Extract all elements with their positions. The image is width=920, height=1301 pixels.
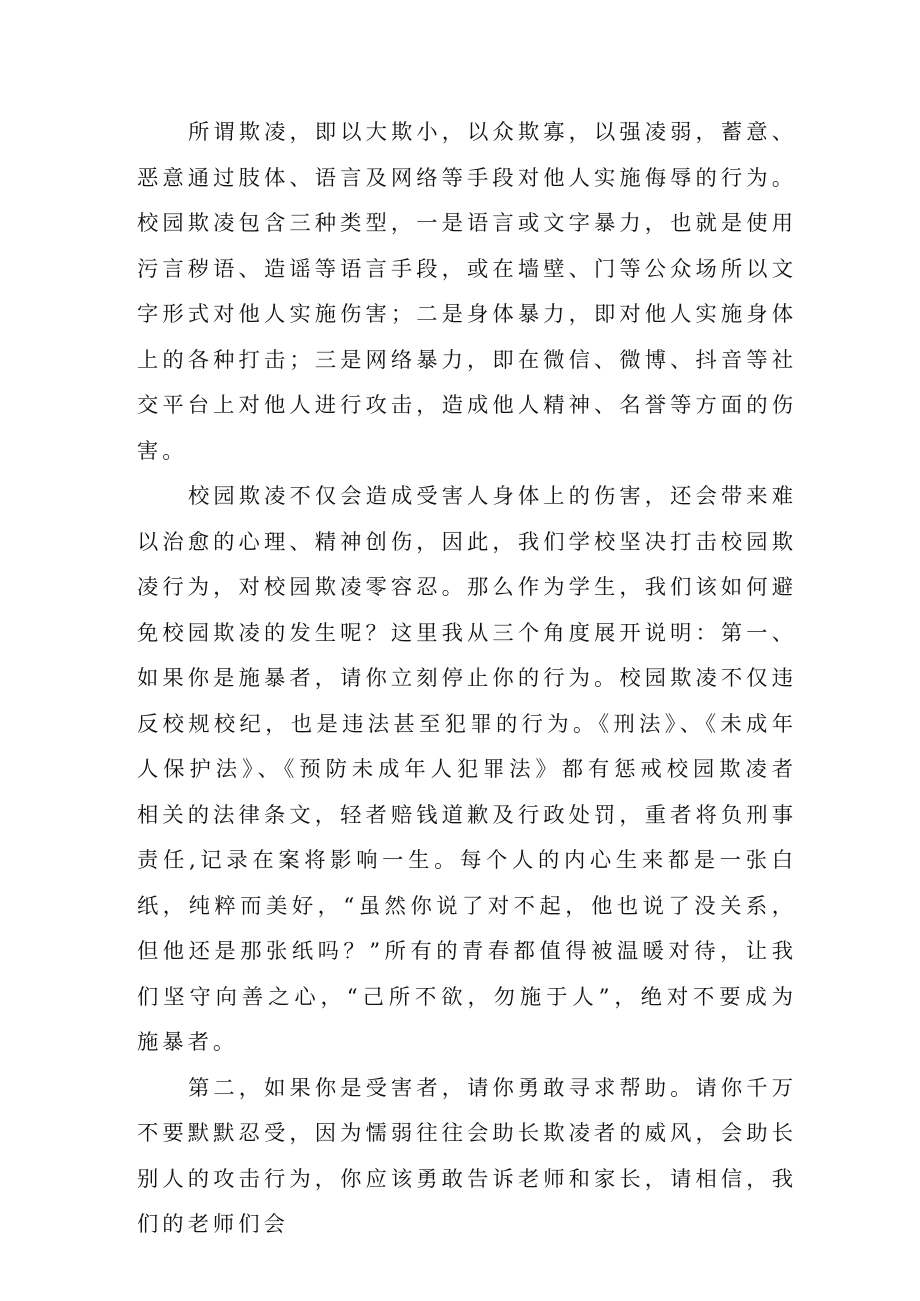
document-body bbox=[137, 110, 797, 1248]
paragraph-victim: 第二，如果你是受害者，请你勇敢寻求帮助。请你千万不要默默忍受，因为懦弱往往会助长欺凌者的威风，会助长别人的攻击行为，你应该勇敢告诉老师和家长，请相信，我们的老师们会 bbox=[137, 1075, 797, 1237]
paragraph-harm-and-perpetrator: 校园欺凌不仅会造成受害人身体上的伤害，还会带来难以治愈的心理、精神创伤，因此，我们学校坚决打击校园欺凌行为，对校园欺凌零容忍。那么作为学生，我们该如何避免校园欺凌的发生呢？这里我从三个角度展开说明：第一、如果你是施暴者，请你立刻停止你的行为。校园欺凌不仅违反校规校纪，也是违法甚至犯罪的行为。《刑法》、《未成年人保护法》、《预防未成年人犯罪法》都有惩戒校园欺凌者相关的法律条文，轻者赔钱道歉及行政处罚，重者将负刑事责任,记录在案将影响一生。每个人的内心生来都是一张白纸，纯粹而美好，“虽然你说了对不起，他也说了没关系，但他还是那张纸吗？”所有的青春都值得被温暖对待，让我们坚守向善之心，“己所不欲，勿施于人”，绝对不要成为施暴者。 bbox=[137, 484, 797, 1055]
paragraph-definition: 所谓欺凌，即以大欺小，以众欺寡，以强凌弱，蓄意、恶意通过肢体、语言及网络等手段对他人实施侮辱的行为。校园欺凌包含三种类型，一是语言或文字暴力，也就是使用污言秽语、造谣等语言手段，或在墙壁、门等公众场所以文字形式对他人实施伤害；二是身体暴力，即对他人实施身体上的各种打击；三是网络暴力，即在微信、微博、抖音等社交平台上对他人进行攻击，造成他人精神、名誉等方面的伤害。 bbox=[137, 120, 797, 464]
